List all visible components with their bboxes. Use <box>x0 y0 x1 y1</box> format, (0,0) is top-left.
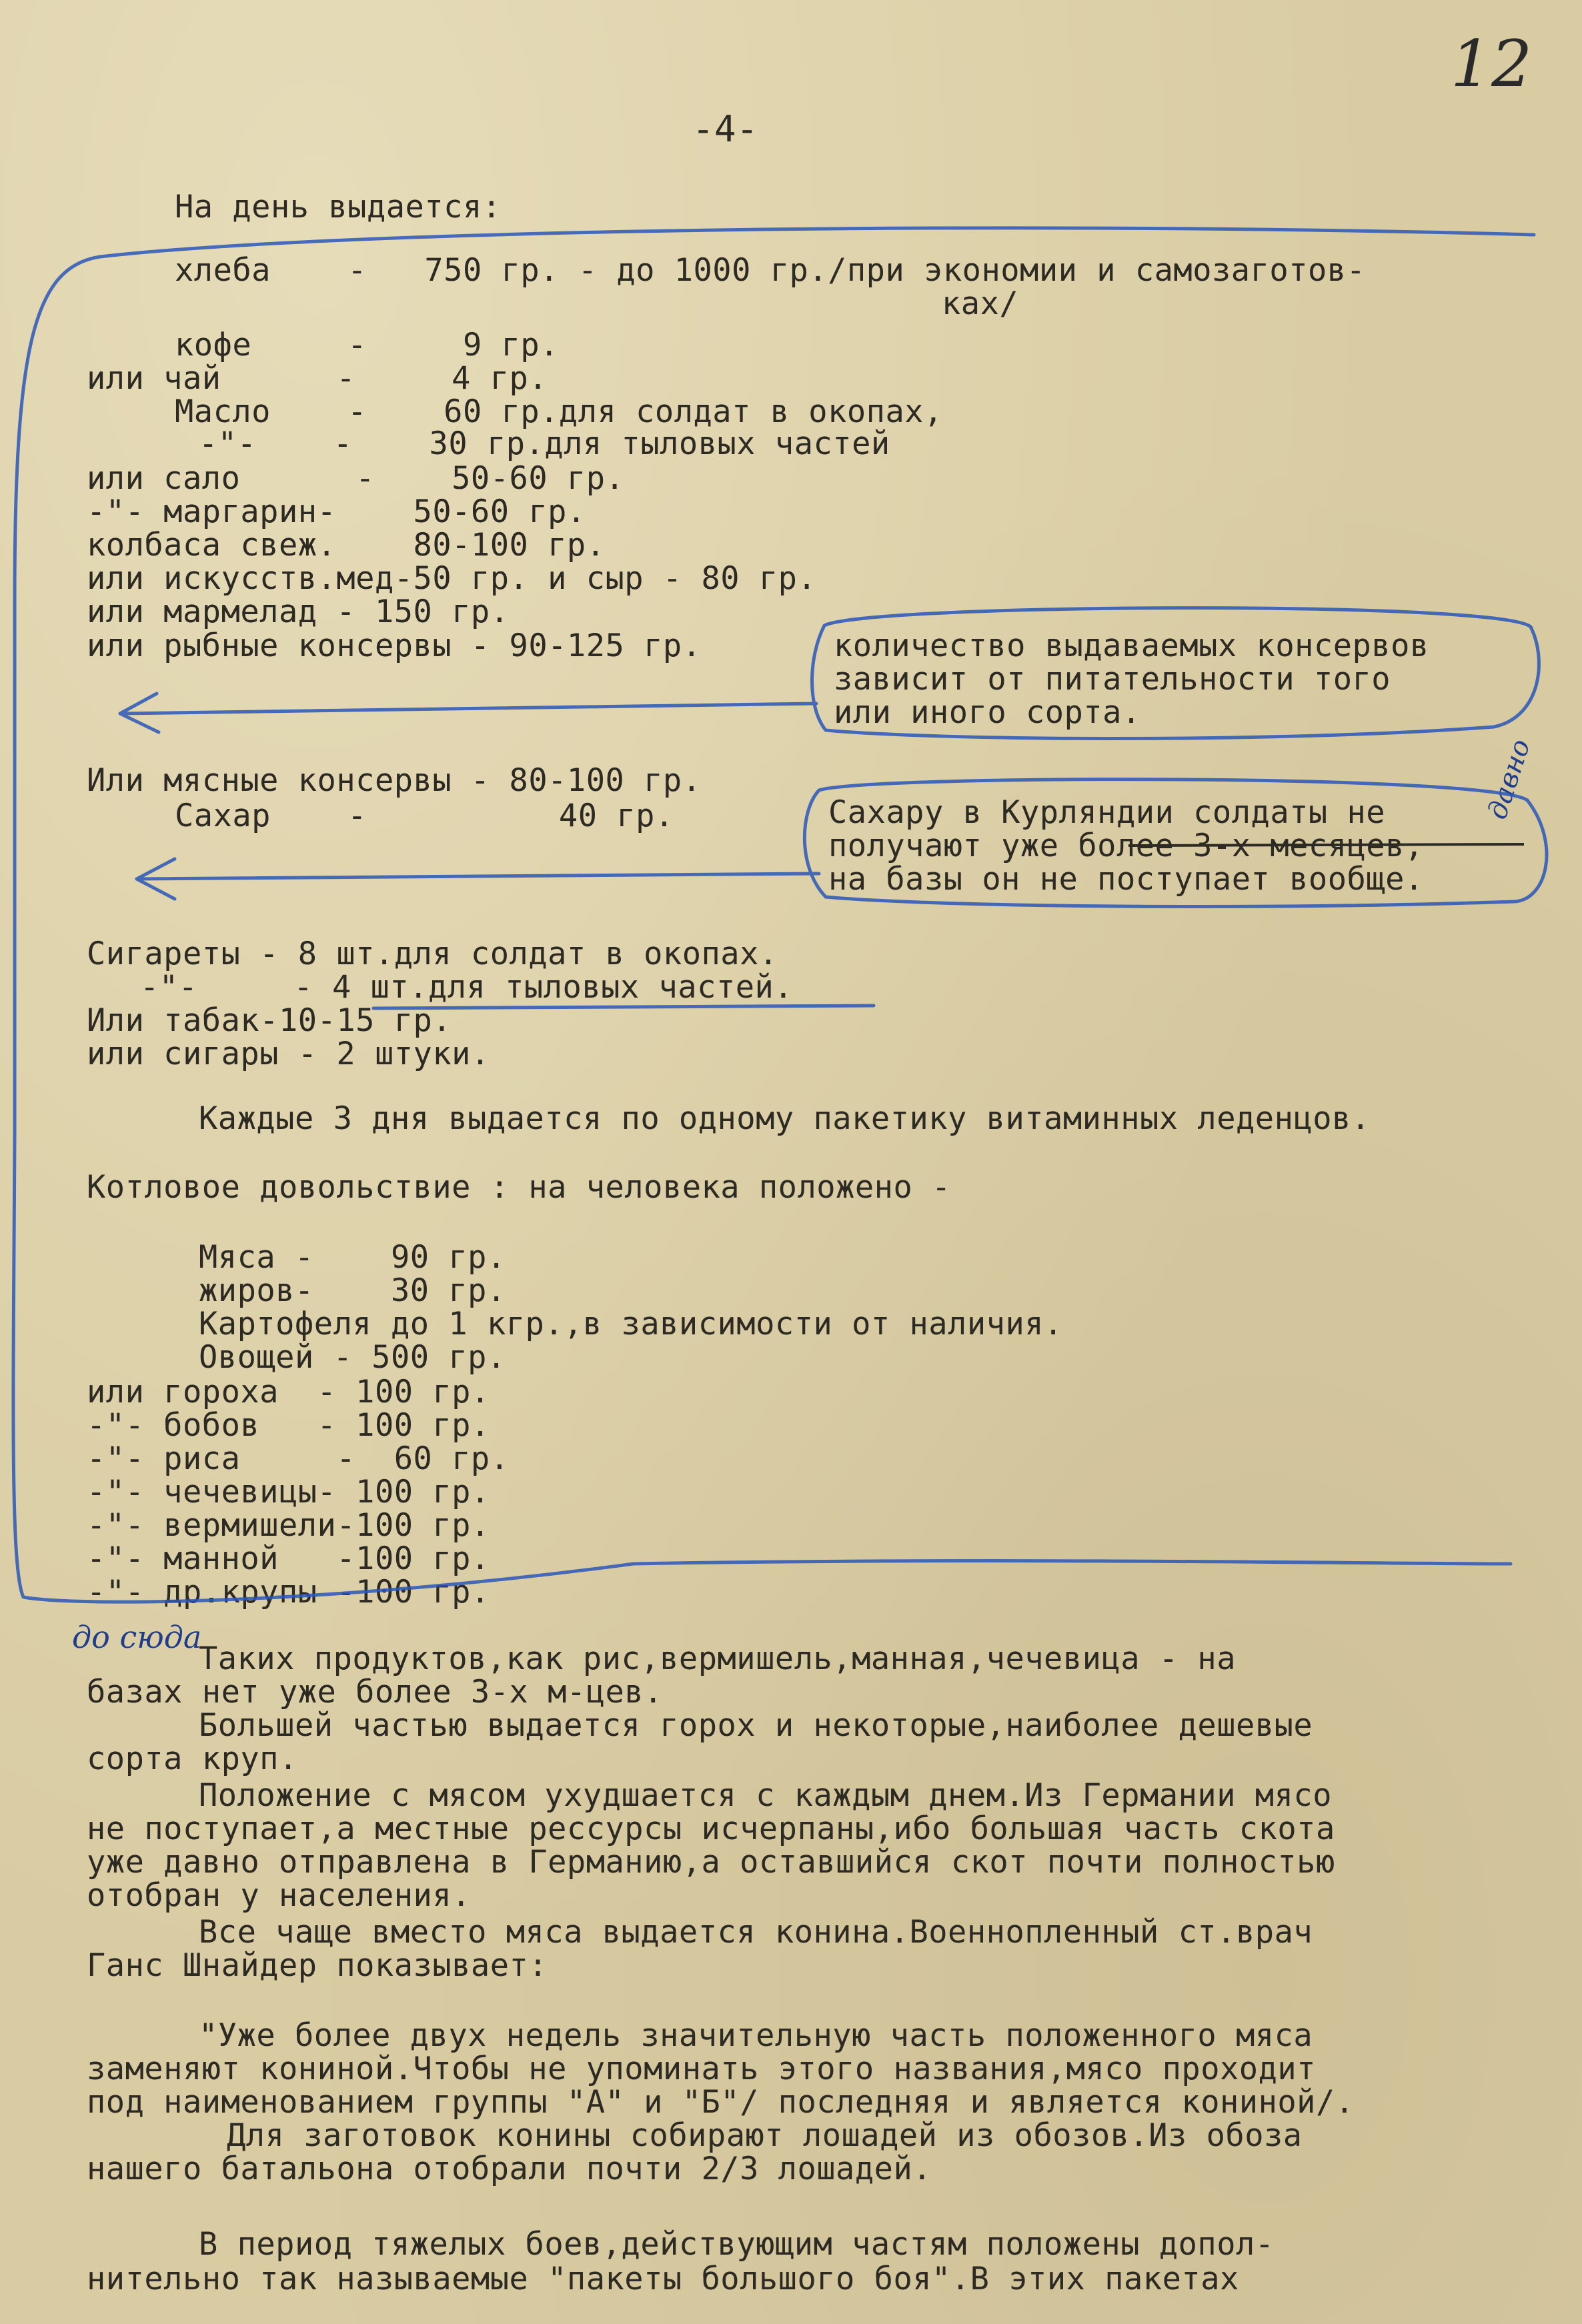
text-line: не поступает,а местные рессурсы исчерпаны,ибо большая часть скота <box>87 1811 1335 1847</box>
text-line: Картофеля до 1 кгр.,в зависимости от наличия. <box>199 1306 1063 1342</box>
note-oval <box>804 780 1547 907</box>
text-line: Сахар - 40 гр. <box>175 798 674 834</box>
note-consumption: количество выдаваемых консервов <box>834 628 1429 664</box>
arrow-mark <box>137 874 819 879</box>
text-line: жиров- 30 гр. <box>199 1272 506 1309</box>
note-sugar: получают уже более 3-х месяцев, <box>828 828 1424 864</box>
text-line: хлеба - 750 гр. - до 1000 гр./при экономии и самозаготов- <box>175 252 1366 289</box>
note-consumption: или иного сорта. <box>834 694 1141 731</box>
text-line: Положение с мясом ухудшается с каждым днем.Из Германии мясо <box>199 1777 1332 1814</box>
text-line: В период тяжелых боев,действующим частям положены допол- <box>199 2226 1275 2263</box>
text-line: нительно так называемые "пакеты большого боя".В этих пакетах <box>87 2261 1239 2297</box>
text-line: или рыбные консервы - 90-125 гр. <box>87 628 702 664</box>
text-line: базах нет уже более 3-х м-цев. <box>87 1674 663 1710</box>
text-line: сорта круп. <box>87 1740 298 1777</box>
text-line: или мармелад - 150 гр. <box>87 594 510 630</box>
text-line: Котловое довольствие : на человека положено - <box>87 1169 951 1206</box>
text-line: Большей частью выдается горох и некоторые,наиболее дешевые <box>199 1707 1313 1744</box>
text-line: -"- вермишели-100 гр. <box>87 1507 490 1544</box>
text-line: Масло - 60 гр.для солдат в окопах, <box>175 393 943 430</box>
text-line: Все чаще вместо мяса выдается конина.Военнопленный ст.врач <box>199 1914 1313 1951</box>
arrow-mark <box>121 704 816 714</box>
note-sugar: на базы он не поступает вообще. <box>828 861 1424 898</box>
handwritten-margin-note: давно <box>1482 736 1537 824</box>
note-oval <box>812 608 1539 739</box>
text-line: или сало - 50-60 гр. <box>87 460 625 497</box>
quote-line: нашего батальона отобрали почти 2/3 лошадей. <box>87 2151 932 2187</box>
text-line: -"- др.крупы -100 гр. <box>87 1574 490 1610</box>
text-line: колбаса свеж. 80-100 гр. <box>87 527 606 563</box>
text-line: -"- - 30 гр.для тыловых частей <box>199 425 890 462</box>
text-line: Сигареты - 8 шт.для солдат в окопах. <box>87 936 778 972</box>
text-line: Каждые 3 дня выдается по одному пакетику витаминных леденцов. <box>199 1100 1371 1137</box>
quote-line: Для заготовок конины собирают лошадей из обозов.Из обоза <box>227 2117 1303 2154</box>
text-line: отобран у населения. <box>87 1877 471 1914</box>
text-line: кофе - 9 гр. <box>175 327 559 363</box>
folio-number: 12 <box>1451 27 1533 101</box>
underline-mark <box>373 1006 874 1008</box>
strikethrough-mark <box>1128 844 1524 846</box>
text-line: или искусств.мед-50 гр. и сыр - 80 гр. <box>87 560 817 597</box>
text-line: или сигары - 2 штуки. <box>87 1036 490 1072</box>
text-line: ках/ <box>942 285 1019 322</box>
text-line: Таких продуктов,как рис,вермишель,манная,чечевица - на <box>199 1640 1237 1677</box>
text-line: Или табак-10-15 гр. <box>87 1002 452 1039</box>
quote-line: "Уже более двух недель значительную часть положенного мяса <box>199 2017 1313 2054</box>
text-line: На день выдается: <box>175 189 502 225</box>
text-line: или чай - 4 гр. <box>87 360 548 397</box>
text-line: Овощей - 500 гр. <box>199 1339 506 1376</box>
text-line: -"- бобов - 100 гр. <box>87 1407 490 1444</box>
note-sugar: Сахару в Курляндии солдаты не <box>828 794 1386 831</box>
page-number: -4- <box>692 108 759 150</box>
text-line: -"- - 4 шт.для тыловых частей. <box>140 969 794 1006</box>
text-line: -"- манной -100 гр. <box>87 1540 490 1577</box>
note-consumption: зависит от питательности того <box>834 661 1391 698</box>
quote-line: под наименованием группы "А" и "Б"/ последняя и является кониной/. <box>87 2084 1355 2121</box>
text-line: или гороха - 100 гр. <box>87 1374 490 1410</box>
handwritten-margin-note: до сюда <box>72 1619 202 1655</box>
text-line: -"- риса - 60 гр. <box>87 1440 510 1477</box>
text-line: Или мясные консервы - 80-100 гр. <box>87 762 702 799</box>
quote-line: заменяют кониной.Чтобы не упоминать этого названия,мясо проходит <box>87 2051 1316 2087</box>
text-line: уже давно отправлена в Германию,а оставшийся скот почти полностью <box>87 1844 1335 1881</box>
text-line: Мяса - 90 гр. <box>199 1239 506 1276</box>
text-line: -"- маргарин- 50-60 гр. <box>87 493 586 530</box>
bracket-mark <box>13 228 1534 1602</box>
text-line: Ганс Шнайдер показывает: <box>87 1947 548 1984</box>
text-line: -"- чечевицы- 100 гр. <box>87 1474 490 1510</box>
